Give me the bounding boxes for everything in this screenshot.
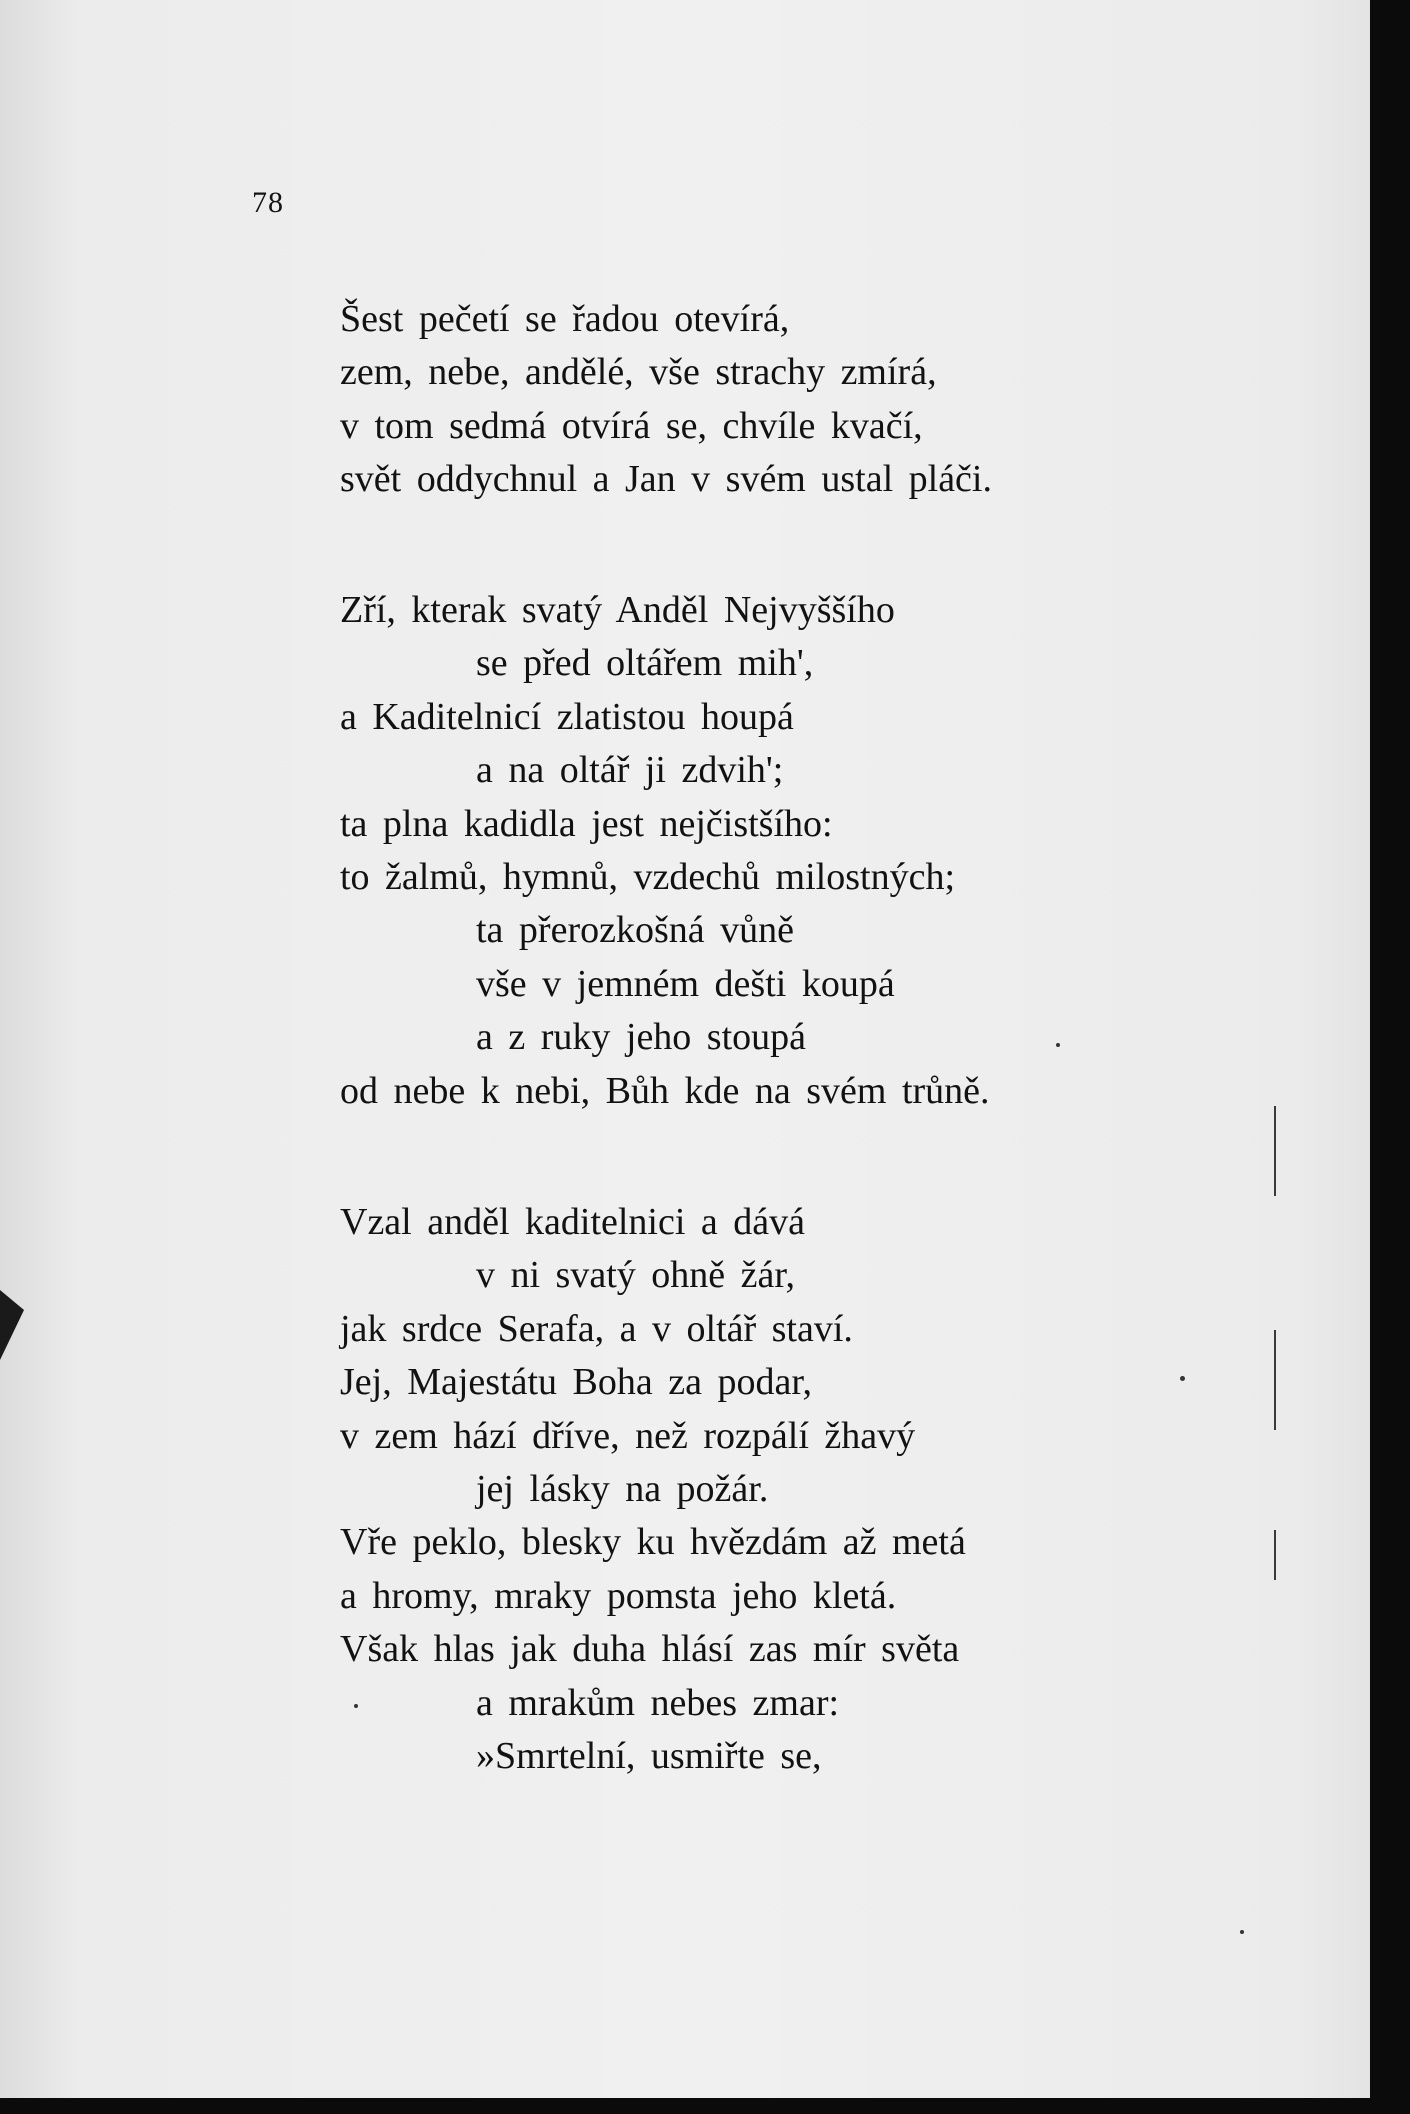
scan-mark: [1274, 1330, 1276, 1430]
poem-line: a Kaditelnicí zlatistou houpá: [340, 695, 794, 738]
scan-mark: [1274, 1106, 1276, 1196]
poem-line: svět oddychnul a Jan v svém ustal pláči.: [340, 458, 992, 501]
poem-line: vše v jemném dešti koupá: [476, 962, 895, 1005]
poem-line: v ni svatý ohně žár,: [476, 1254, 796, 1297]
scan-speck: [354, 1704, 358, 1708]
scan-border-right: [1370, 0, 1410, 2114]
scan-speck: [1180, 1376, 1185, 1381]
page-number: 78: [252, 186, 284, 219]
poem-line: Však hlas jak duha hlásí zas mír světa: [340, 1628, 960, 1671]
poem-line: Vzal anděl kaditelnici a dává: [340, 1201, 806, 1243]
scan-mark: [1274, 1530, 1276, 1580]
poem-line: a mrakům nebes zmar:: [476, 1681, 840, 1724]
poem-line: a hromy, mraky pomsta jeho kletá.: [340, 1574, 897, 1617]
poem-line: v zem hází dříve, než rozpálí žhavý: [340, 1414, 916, 1457]
stanza-3: [340, 1196, 1300, 1783]
stanza-2: [340, 584, 1300, 1118]
poem-line: a z ruky jeho stoupá: [476, 1016, 807, 1059]
poem-line: zem, nebe, andělé, vše strachy zmírá,: [340, 351, 937, 394]
poem-line: ta plna kadidla jest nejčistšího:: [340, 802, 833, 845]
scan-speck: [1056, 1043, 1060, 1047]
poem-line: »Smrtelní, usmiřte se,: [476, 1734, 822, 1777]
poem-line: Zří, kterak svatý Anděl Nejvyššího: [340, 589, 895, 631]
poem-line: v tom sedmá otvírá se, chvíle kvačí,: [340, 404, 923, 447]
poem-line: se před oltářem mih',: [476, 642, 814, 685]
page-edge-notch: [0, 1290, 24, 1360]
poem-line: Vře peklo, blesky ku hvězdám až metá: [340, 1521, 966, 1564]
stanza-1: [340, 293, 1300, 507]
poem-line: od nebe k nebi, Bůh kde na svém trůně.: [340, 1069, 990, 1112]
scan-speck: [1240, 1930, 1244, 1934]
poem-line: jej lásky na požár.: [476, 1467, 769, 1510]
poem-line: Jej, Majestátu Boha za podar,: [340, 1361, 813, 1404]
poem-line: ta přerozkošná vůně: [476, 909, 794, 952]
scan-border-bottom: [0, 2098, 1410, 2114]
poem-line: to žalmů, hymnů, vzdechů milostných;: [340, 855, 956, 898]
poem-line: a na oltář ji zdvih';: [476, 749, 784, 792]
poem-line: Šest pečetí se řadou otevírá,: [340, 298, 790, 340]
poem-line: jak srdce Serafa, a v oltář staví.: [340, 1307, 853, 1350]
